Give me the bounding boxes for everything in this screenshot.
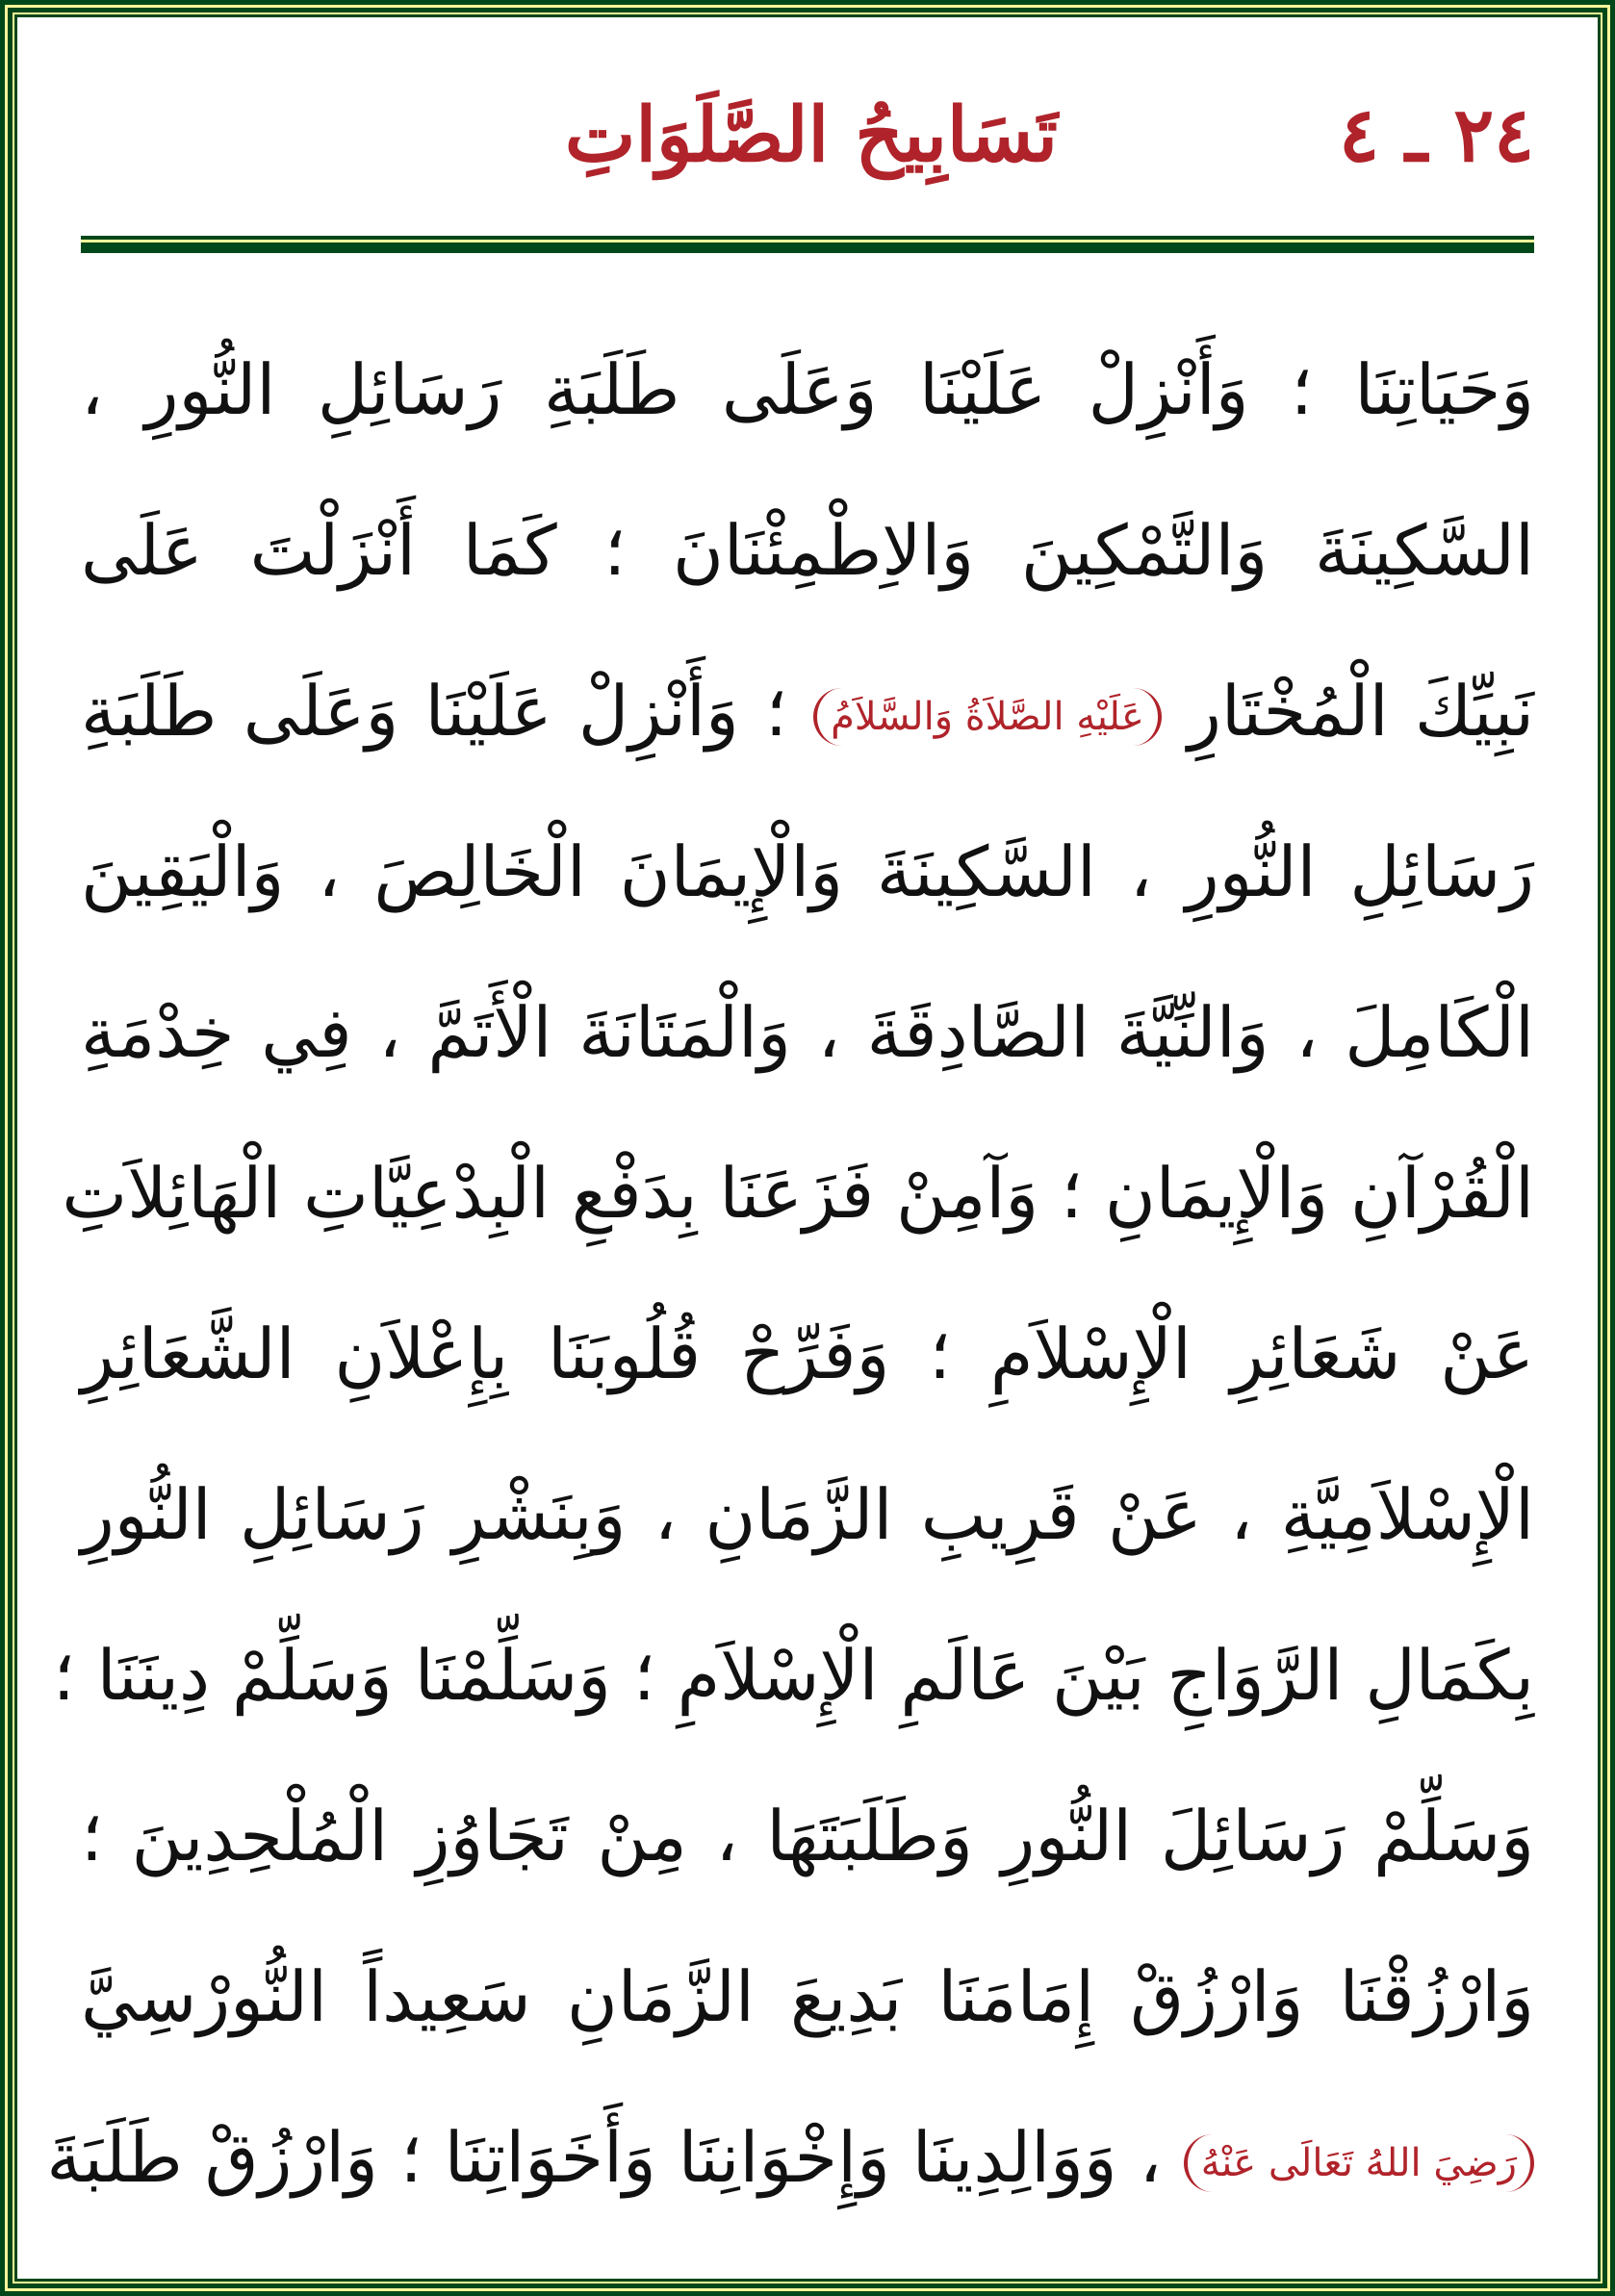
- text-segment: الْإِسْلاَمِيَّةِ ، عَنْ قَرِيبِ الزَّمَانِ ، وَبِنَشْرِ رَسَائِلِ النُّورِ: [81, 1474, 1534, 1555]
- text-segment: بِكَمَالِ الرَّوَاجِ بَيْنَ عَالَمِ الْإِسْلاَمِ ؛ وَسَلِّمْنَا وَسَلِّمْ دِينَنَا ؛: [52, 1635, 1534, 1716]
- text-line: [81, 1287, 1534, 1447]
- text-line: [81, 322, 1534, 483]
- honorific-badge: عَلَيْهِ الصَّلاَةُ وَالسَّلاَمُ: [813, 688, 1162, 746]
- text-line: [81, 483, 1534, 644]
- text-line: [81, 804, 1534, 965]
- page-number: ٢٤ ـ ٤: [1339, 91, 1534, 179]
- text-segment: عَنْ شَعَائِرِ الْإِسْلاَمِ ؛ وَفَرِّحْ قُلُوبَنَا بِإِعْلاَنِ الشَّعَائِرِ: [81, 1314, 1534, 1394]
- honorific-badge: رَضِيَ اللهُ تَعَالَى عَنْهُ: [1184, 2134, 1534, 2192]
- text-segment: وَحَيَاتِنَا ؛ وَأَنْزِلْ عَلَيْنَا وَعَلَى طَلَبَةِ رَسَائِلِ النُّورِ ،: [81, 349, 1534, 430]
- text-segment: نَبِيِّكَ الْمُخْتَارِ: [1188, 671, 1535, 752]
- page-header: [81, 91, 1534, 207]
- text-line: [81, 965, 1534, 1126]
- body-text: [46, 322, 1535, 2251]
- page-title: تَسَابِيحُ الصَّلَوَاتِ: [564, 91, 1058, 179]
- text-segment: وَارْزُقْنَا وَارْزُقْ إِمَامَنَا بَدِيعَ الزَّمَانِ سَعِيداً النُّورْسِيَّ: [81, 1956, 1534, 2037]
- text-line: [62, 1126, 1534, 1287]
- text-segment: الْقُرْآنِ وَالْإِيمَانِ ؛ وَآمِنْ فَزَعَنَا بِدَفْعِ الْبِدْعِيَّاتِ الْهَائِلاَتِ: [62, 1153, 1534, 1234]
- text-line: [52, 1608, 1534, 1769]
- text-line: [81, 1929, 1534, 2090]
- text-line: [81, 1769, 1534, 1929]
- text-line: [46, 2090, 1534, 2251]
- text-segment: السَّكِينَةَ وَالتَّمْكِينَ وَالاِطْمِئْنَانَ ؛ كَمَا أَنْزَلْتَ عَلَى: [81, 510, 1534, 591]
- text-segment: رَسَائِلِ النُّورِ ، السَّكِينَةَ وَالْإِيمَانَ الْخَالِصَ ، وَالْيَقِينَ: [81, 831, 1534, 912]
- text-segment: ، وَوَالِدِينَا وَإِخْوَانِنَا وَأَخَوَاتِنَا ؛ وَارْزُقْ طَلَبَةَ: [46, 2117, 1162, 2198]
- text-segment: ؛ وَأَنْزِلْ عَلَيْنَا وَعَلَى طَلَبَةِ: [81, 671, 787, 752]
- text-line: [81, 644, 1534, 804]
- header-divider: [81, 236, 1534, 253]
- text-line: [81, 1447, 1534, 1608]
- text-segment: وَسَلِّمْ رَسَائِلَ النُّورِ وَطَلَبَتَهَا ، مِنْ تَجَاوُزِ الْمُلْحِدِينَ ؛: [81, 1796, 1534, 1876]
- text-segment: الْكَامِلَ ، وَالنِّيَّةَ الصَّادِقَةَ ، وَالْمَتَانَةَ الْأَتَمَّ ، فِي خِدْمَةِ: [81, 992, 1534, 1073]
